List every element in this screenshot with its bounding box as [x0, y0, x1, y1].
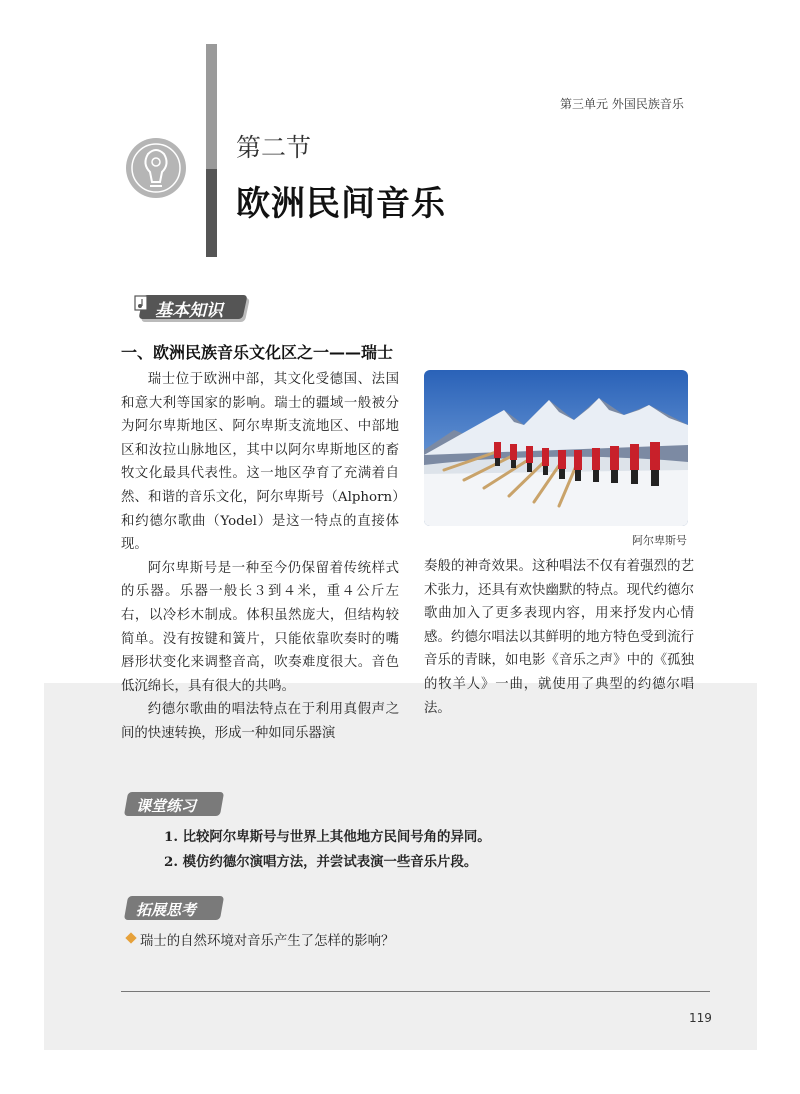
basic-knowledge-banner: [133, 292, 245, 322]
extension-tag-label: 拓展思考: [136, 901, 197, 919]
banner-label: 基本知识: [155, 301, 223, 321]
exercise-item: 2. 模仿约德尔演唱方法，并尝试表演一些音乐片段。: [164, 854, 478, 870]
paragraph-3-continued: 奏般的神奇效果。这种唱法不仅有着强烈的艺术张力，还具有欢快幽默的特点。现代约德尔歌曲加入了更多表现内容，用来抒发内心情感。约德尔唱法以其鲜明的地方特色受到流行音乐的青睐，如电影《音乐之声》中的《孤独的牧羊人》一曲，就使用了典型的约德尔唱法。: [424, 559, 694, 716]
alphorn-photo: [424, 370, 688, 526]
exercise-tag-label: 课堂练习: [136, 797, 197, 815]
extension-tag: [126, 896, 222, 920]
section-heading: 一、欧洲民族音乐文化区之一——瑞士: [121, 343, 394, 362]
music-emblem-icon: [126, 138, 186, 198]
music-note-icon: [133, 292, 151, 312]
unit-label: 第三单元 外国民族音乐: [560, 97, 684, 111]
paragraph-3: 约德尔歌曲的唱法特点在于利用真假声之间的快速转换，形成一种如同乐器演: [121, 702, 399, 741]
footer-divider: [121, 991, 710, 992]
paragraph-1: 瑞士位于欧洲中部，其文化受德国、法国和意大利等国家的影响。瑞士的疆域一般被分为阿尔卑斯地区、阿尔卑斯支流地区、中部地区和汝拉山脉地区，其中以阿尔卑斯地区的畜牧文化最具代表性。这一地区孕育了充满着自然、和谐的音乐文化，阿尔卑斯号（Alphorn）和约德尔歌曲（Yodel）是这一特点的直接体现。: [121, 372, 399, 553]
exercise-tag: [126, 792, 222, 816]
title-vertical-bar-top: [206, 44, 217, 169]
section-number: 第二节: [236, 133, 312, 162]
exercise-item: 1. 比较阿尔卑斯号与世界上其他地方民间号角的异同。: [164, 829, 491, 845]
photo-caption: 阿尔卑斯号: [632, 534, 687, 547]
paragraph-2: 阿尔卑斯号是一种至今仍保留着传统样式的乐器。乐器一般长３到４米，重４公斤左右，以冷杉木制成。体积虽然庞大，但结构较简单。没有按键和簧片，只能依靠吹奏时的嘴唇形状变化来调整音高，吹奏难度很大。音色低沉绵长，具有很大的共鸣。: [121, 560, 399, 694]
right-column-text: [424, 555, 694, 720]
left-column-text: [121, 368, 399, 746]
page-number: 119: [689, 1011, 712, 1025]
extension-question: 瑞士的自然环境对音乐产生了怎样的影响？: [140, 934, 395, 949]
page-title: 欧洲民间音乐: [236, 184, 446, 224]
